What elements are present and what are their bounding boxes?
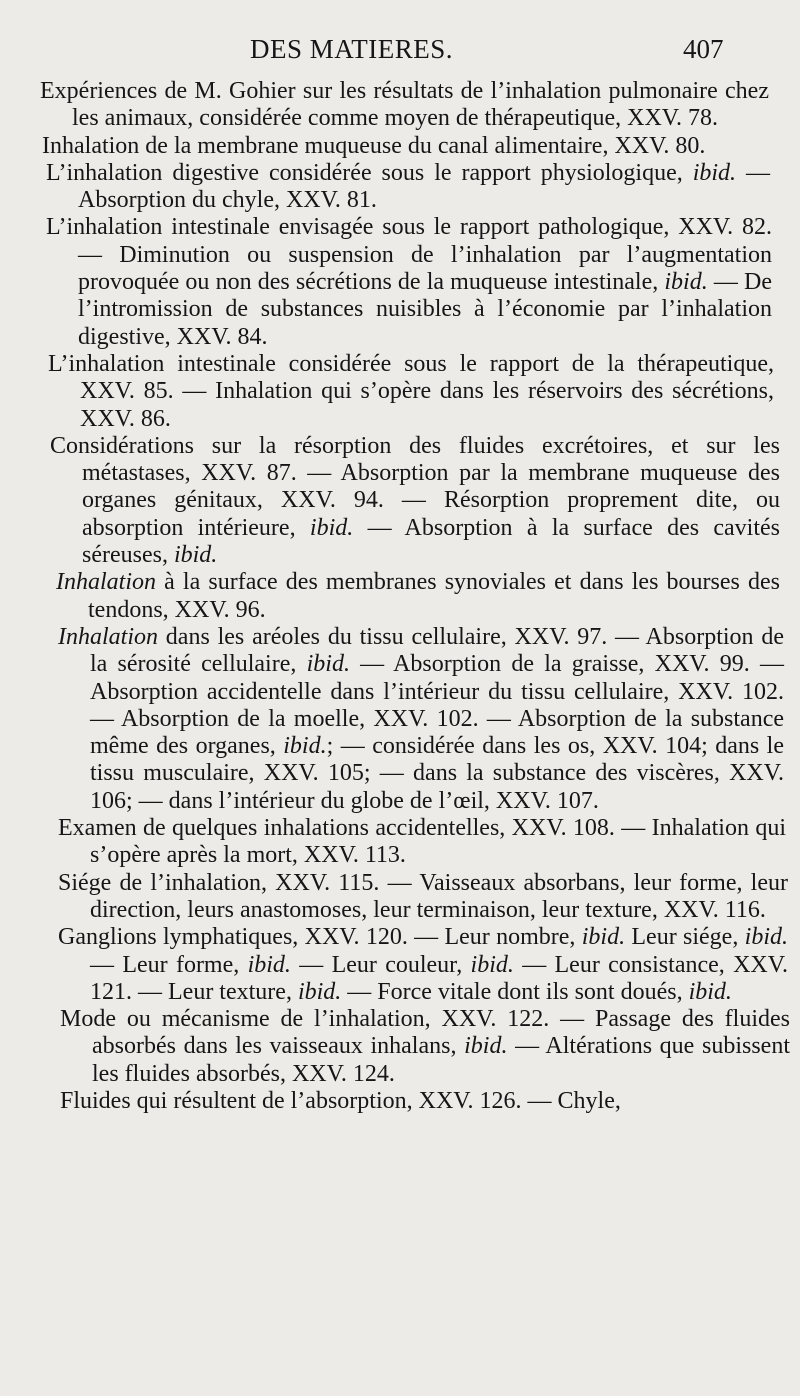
entry-text: Ganglions lymphatiques, XXV. 120. — Leur nombre, xyxy=(58,924,582,951)
italic-term: ibid. xyxy=(173,542,218,569)
index-entry xyxy=(58,815,786,870)
entry-text: Examen de quelques inhalations accidentelles, XXV. 108. — Inhalation qui s’opère après la mort, XXV. 113. xyxy=(58,815,786,869)
italic-term: ibid. xyxy=(306,651,350,678)
index-entry xyxy=(50,433,780,569)
running-title: DES MATIERES. xyxy=(250,34,454,64)
entry-text: — Absorption à la surface des cavités séreuses, xyxy=(82,514,781,569)
entry-text: — Absorption du chyle, XXV. 81. xyxy=(78,159,771,214)
entry-text: Fluides qui résultent de l’absorption, XXV. 126. — Chyle, xyxy=(60,1087,621,1114)
entry-text: — Leur consistance, XXV. 121. — Leur texture, xyxy=(90,951,788,1005)
entry-text: ; — considérée dans les os, XXV. 104; dans le tissu musculaire, XXV. 105; — dans la substance des viscères, XXV. 106; — dans l’intérieur du globe de l’œil, XXV. 107. xyxy=(90,733,784,814)
index-entry xyxy=(56,569,780,624)
entry-text: dans les aréoles du tissu cellulaire, XXV. 97. — Absorption de la sérosité cellulaire, xyxy=(90,623,784,678)
index-entry xyxy=(58,870,788,925)
entry-text: L’inhalation digestive considérée sous le rapport physiologique, xyxy=(46,159,693,186)
entry-text: à la surface des membranes synoviales et dans les bourses des tendons, XXV. 96. xyxy=(88,569,780,623)
index-entry xyxy=(40,78,769,133)
italic-term: ibid. xyxy=(247,951,291,978)
entry-text: Siége de l’inhalation, XXV. 115. — Vaisseaux absorbans, leur forme, leur direction, leurs anastomoses, leur terminaison, leur texture, XXV. 116. xyxy=(58,869,788,923)
entry-text: L’inhalation intestinale envisagée sous le rapport pathologique, XXV. 82. — Diminution ou suspension de l’inhalation par l’augmentation provoquée ou non des sécrétions de la muqueuse intestinale, xyxy=(46,214,772,296)
entry-text: — Absorption de la graisse, XXV. 99. — Absorption accidentelle dans l’intérieur du tissu cellulaire, XXV. 102. — Absorption de la moelle, XXV. 102. — Absorption de la substance même des organes, xyxy=(90,651,785,760)
index-entry xyxy=(48,351,774,433)
entry-text: — Leur forme, xyxy=(90,951,248,978)
italic-term: ibid. xyxy=(283,733,327,760)
page-number: 407 xyxy=(683,34,724,64)
entry-text: — De l’intromission de substances nuisibles à l’économie par l’inhalation digestive, XXV. 84. xyxy=(78,269,772,350)
index-entry xyxy=(58,624,784,815)
entry-text: — Altérations que subissent les fluides absorbés, XXV. 124. xyxy=(92,1033,790,1087)
italic-term: ibid. xyxy=(309,514,354,541)
page-header xyxy=(0,32,800,72)
italic-term: Inhalation xyxy=(56,569,156,596)
italic-term: ibid. xyxy=(297,978,342,1005)
italic-term: Inhalation xyxy=(58,623,158,650)
entry-text: Mode ou mécanisme de l’inhalation, XXV. 122. — Passage des fluides absorbés dans les vaisseaux inhalans, xyxy=(60,1006,790,1060)
index-body xyxy=(0,78,800,1115)
index-entry xyxy=(60,1006,790,1088)
italic-term: ibid. xyxy=(692,159,737,186)
italic-term: ibid. xyxy=(464,1033,508,1060)
index-entry xyxy=(60,1088,790,1115)
italic-term: ibid. xyxy=(744,924,788,951)
entry-text: Leur siége, xyxy=(625,924,745,951)
entry-text: Inhalation de la membrane muqueuse du canal alimentaire, XXV. 80. xyxy=(42,132,706,159)
index-entry xyxy=(46,160,770,215)
entry-text: L’inhalation intestinale considérée sous le rapport de la thérapeutique, XXV. 85. — Inhalation qui s’opère dans les réservoirs des sécrétions, XXV. 86. xyxy=(48,350,774,432)
index-entry xyxy=(46,214,772,350)
entry-text: Expériences de M. Gohier sur les résultats de l’inhalation pulmonaire chez les animaux, considérée comme moyen de thérapeutique, XXV. 78. xyxy=(40,78,769,132)
italic-term: ibid. xyxy=(664,269,708,296)
italic-term: ibid. xyxy=(470,951,514,978)
entry-text: — Force vitale dont ils sont doués, xyxy=(341,978,689,1005)
entry-text: — Leur couleur, xyxy=(290,951,471,978)
entry-text: Considérations sur la résorption des fluides excrétoires, et sur les métastases, XXV. 87. — Absorption par la membrane muqueuse des organes génitaux, XXV. 94. — Résorption proprement dite, ou absorption intérieure, xyxy=(50,432,780,541)
italic-term: ibid. xyxy=(688,978,732,1005)
index-entry xyxy=(42,133,772,160)
italic-term: ibid. xyxy=(581,924,626,951)
index-entry xyxy=(58,924,788,1006)
